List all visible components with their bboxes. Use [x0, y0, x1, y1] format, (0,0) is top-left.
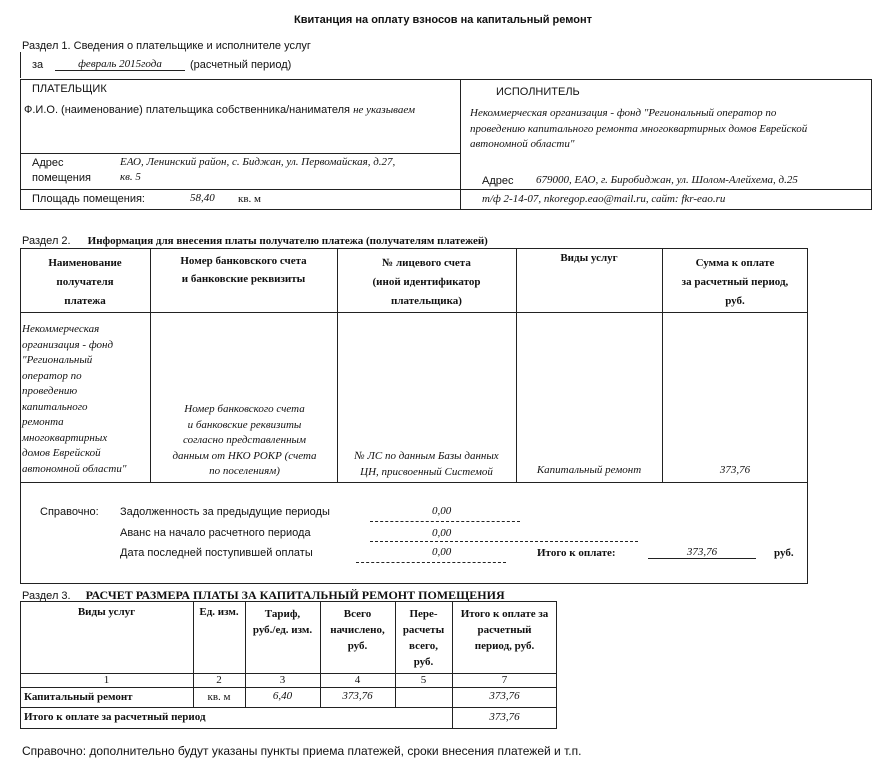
- col-number: 1: [103, 674, 110, 686]
- recipient-line: домов Еврейской: [22, 447, 101, 459]
- divider: [20, 153, 460, 154]
- total-value: 373,76: [648, 546, 756, 559]
- header-line: Пере-: [409, 608, 438, 620]
- col-number: 7: [501, 674, 508, 686]
- header-line: Сумма к оплате: [695, 257, 775, 269]
- receipt-title: Квитанция на оплату взносов на капитальный ремонт: [293, 14, 592, 26]
- recipient-line: капитального: [22, 400, 88, 413]
- bank-details: [152, 402, 337, 480]
- executor-header: ИСПОЛНИТЕЛЬ: [496, 86, 580, 98]
- area-value: 58,40: [190, 192, 215, 204]
- header-line: (иной идентификатор: [372, 276, 481, 288]
- section3-prefix: Раздел 3.: [22, 590, 71, 602]
- address-label-2: помещения: [32, 172, 91, 184]
- divider: [20, 482, 808, 483]
- col-header-service: Виды услуг: [560, 252, 618, 264]
- reference-label: Справочно:: [40, 506, 99, 518]
- divider: [20, 687, 557, 688]
- bank-line: согласно представленным: [182, 434, 307, 446]
- header-line: за расчетный период,: [681, 276, 789, 288]
- area-unit: кв. м: [238, 193, 261, 205]
- debt-label: Задолженность за предыдущие периоды: [120, 506, 330, 518]
- advance-label: Аванс на начало расчетного периода: [120, 527, 311, 539]
- payer-address-2: кв. 5: [120, 171, 141, 183]
- s3-header-total: [452, 606, 557, 654]
- header-line: № лицевого счета: [382, 257, 471, 269]
- s3-header-charged: [320, 606, 395, 654]
- payer-address-1: ЕАО, Ленинский район, с. Биджан, ул. Первомайская, д.27,: [120, 156, 396, 168]
- area-label: Площадь помещения:: [32, 193, 145, 205]
- header-line: руб.: [725, 295, 745, 307]
- divider: [20, 312, 808, 313]
- recipient-line: многоквартирных: [22, 431, 108, 444]
- col-header-bank: [150, 252, 337, 288]
- underline: [356, 562, 506, 563]
- col-number: 5: [420, 674, 427, 686]
- recipient-line: проведению: [22, 385, 78, 397]
- header-line: получателя: [56, 276, 114, 288]
- header-line: Всего: [343, 608, 372, 620]
- total-label: Итого к оплате:: [537, 547, 616, 559]
- s3-header-unit: Ед. изм.: [199, 606, 239, 618]
- header-line: руб.: [413, 656, 434, 668]
- header-line: платежа: [64, 295, 106, 307]
- recipient-line: организация - фонд: [22, 338, 114, 351]
- payer-name-label: [24, 104, 415, 116]
- recipient-line: Некоммерческая: [22, 323, 100, 335]
- debt-value: 0,00: [432, 505, 452, 517]
- account-number: [337, 449, 516, 480]
- period-suffix: (расчетный период): [190, 59, 292, 71]
- header-line: расчеты: [402, 624, 445, 636]
- payer-header: ПЛАТЕЛЬЩИК: [32, 83, 107, 95]
- recipient-line: ремонта: [22, 416, 64, 428]
- account-line: № ЛС по данным Базы данных: [354, 450, 499, 462]
- section2-heading: [22, 235, 488, 247]
- executor-name: [470, 106, 807, 153]
- header-line: Наименование: [48, 257, 122, 269]
- header-line: Номер банковского счета: [180, 255, 307, 267]
- divider: [460, 79, 461, 210]
- col-number: 2: [216, 674, 222, 686]
- col-number: 3: [279, 674, 286, 686]
- period-value: февраль 2015года: [55, 58, 185, 71]
- col-header-amount: [662, 254, 808, 311]
- s3-header-tariff: [245, 606, 320, 638]
- s3-row-tariff: 6,40: [272, 690, 293, 702]
- header-line: руб.: [347, 640, 368, 652]
- executor-name-line: проведению капитального ремонта многоквартирных домов Еврейской: [470, 122, 808, 135]
- section3-title: РАСЧЕТ РАЗМЕРА ПЛАТЫ ЗА КАПИТАЛЬНЫЙ РЕМОНТ ПОМЕЩЕНИЯ: [85, 588, 505, 602]
- divider: [516, 248, 517, 482]
- header-line: Тариф,: [264, 608, 301, 620]
- last-payment-label: Дата последней поступившей оплаты: [120, 547, 313, 559]
- header-line: плательщика): [391, 295, 462, 307]
- total-unit: руб.: [774, 547, 794, 559]
- header-line: начислено,: [330, 624, 385, 636]
- address-label-1: Адрес: [32, 157, 64, 169]
- s3-total-value: 373,76: [489, 711, 520, 723]
- service-name: Капитальный ремонт: [536, 464, 642, 476]
- section2-title: Информация для внесения платы получателю платежа (получателям платежей): [87, 235, 488, 247]
- executor-name-line: автономной области": [470, 138, 575, 150]
- s3-total-label: Итого к оплате за расчетный период: [24, 711, 206, 723]
- s3-row-total: 373,76: [489, 690, 520, 702]
- s3-row-service: Капитальный ремонт: [24, 691, 133, 703]
- divider: [20, 707, 557, 708]
- bank-line: и банковские реквизиты: [187, 418, 302, 431]
- divider: [20, 189, 872, 190]
- underline: [370, 541, 638, 542]
- header-line: и банковские реквизиты: [181, 273, 306, 285]
- recipient-name: [22, 322, 148, 477]
- payer-name-label-text: Ф.И.О. (наименование) плательщика собственника/нанимателя: [24, 104, 351, 116]
- recipient-line: автономной области": [22, 462, 127, 475]
- amount-value: 373,76: [719, 464, 751, 476]
- recipient-line: оператор по: [22, 369, 82, 382]
- footer-note: Справочно: дополнительно будут указаны пункты приема платежей, сроки внесения платежей и т.п.: [22, 744, 582, 758]
- header-line: расчетный: [477, 624, 532, 636]
- recipient-line: "Региональный: [22, 354, 93, 366]
- col-number: 4: [354, 674, 361, 686]
- payer-name-value: не указываем: [353, 104, 415, 116]
- header-line: Итого к оплате за: [460, 608, 549, 620]
- period-prefix: за: [32, 59, 44, 71]
- header-line: всего,: [409, 640, 438, 652]
- header-line: период, руб.: [474, 640, 535, 652]
- s3-header-service: Виды услуг: [77, 606, 136, 618]
- underline: [370, 521, 520, 522]
- bank-line: данным от НКО РОКР (счета: [172, 449, 317, 462]
- last-payment-value: 0,00: [432, 546, 452, 558]
- col-header-account: [337, 254, 516, 311]
- section2-prefix: Раздел 2.: [22, 235, 71, 247]
- executor-address: 679000, ЕАО, г. Биробиджан, ул. Шолом-Алейхема, д.25: [536, 174, 798, 186]
- col-header-recipient: [20, 254, 150, 311]
- bank-line: Номер банковского счета: [184, 403, 305, 415]
- executor-contacts: т/ф 2-14-07, nkoregop.eao@mail.ru, сайт: fkr-eao.ru: [482, 193, 726, 205]
- s3-row-unit: кв. м: [207, 691, 231, 703]
- s3-row-charged: 373,76: [342, 690, 373, 702]
- header-line: руб./ед. изм.: [252, 624, 313, 636]
- bank-line: по поселениям): [209, 465, 280, 477]
- executor-name-line: Некоммерческая организация - фонд "Региональный оператор по: [470, 107, 777, 119]
- s3-header-recalc: [395, 606, 452, 670]
- advance-value: 0,00: [432, 527, 452, 539]
- executor-address-label: Адрес: [482, 175, 514, 187]
- section1-heading: Раздел 1. Сведения о плательщике и исполнителе услуг: [22, 40, 311, 52]
- account-line: ЦН, присвоенный Системой: [360, 465, 493, 478]
